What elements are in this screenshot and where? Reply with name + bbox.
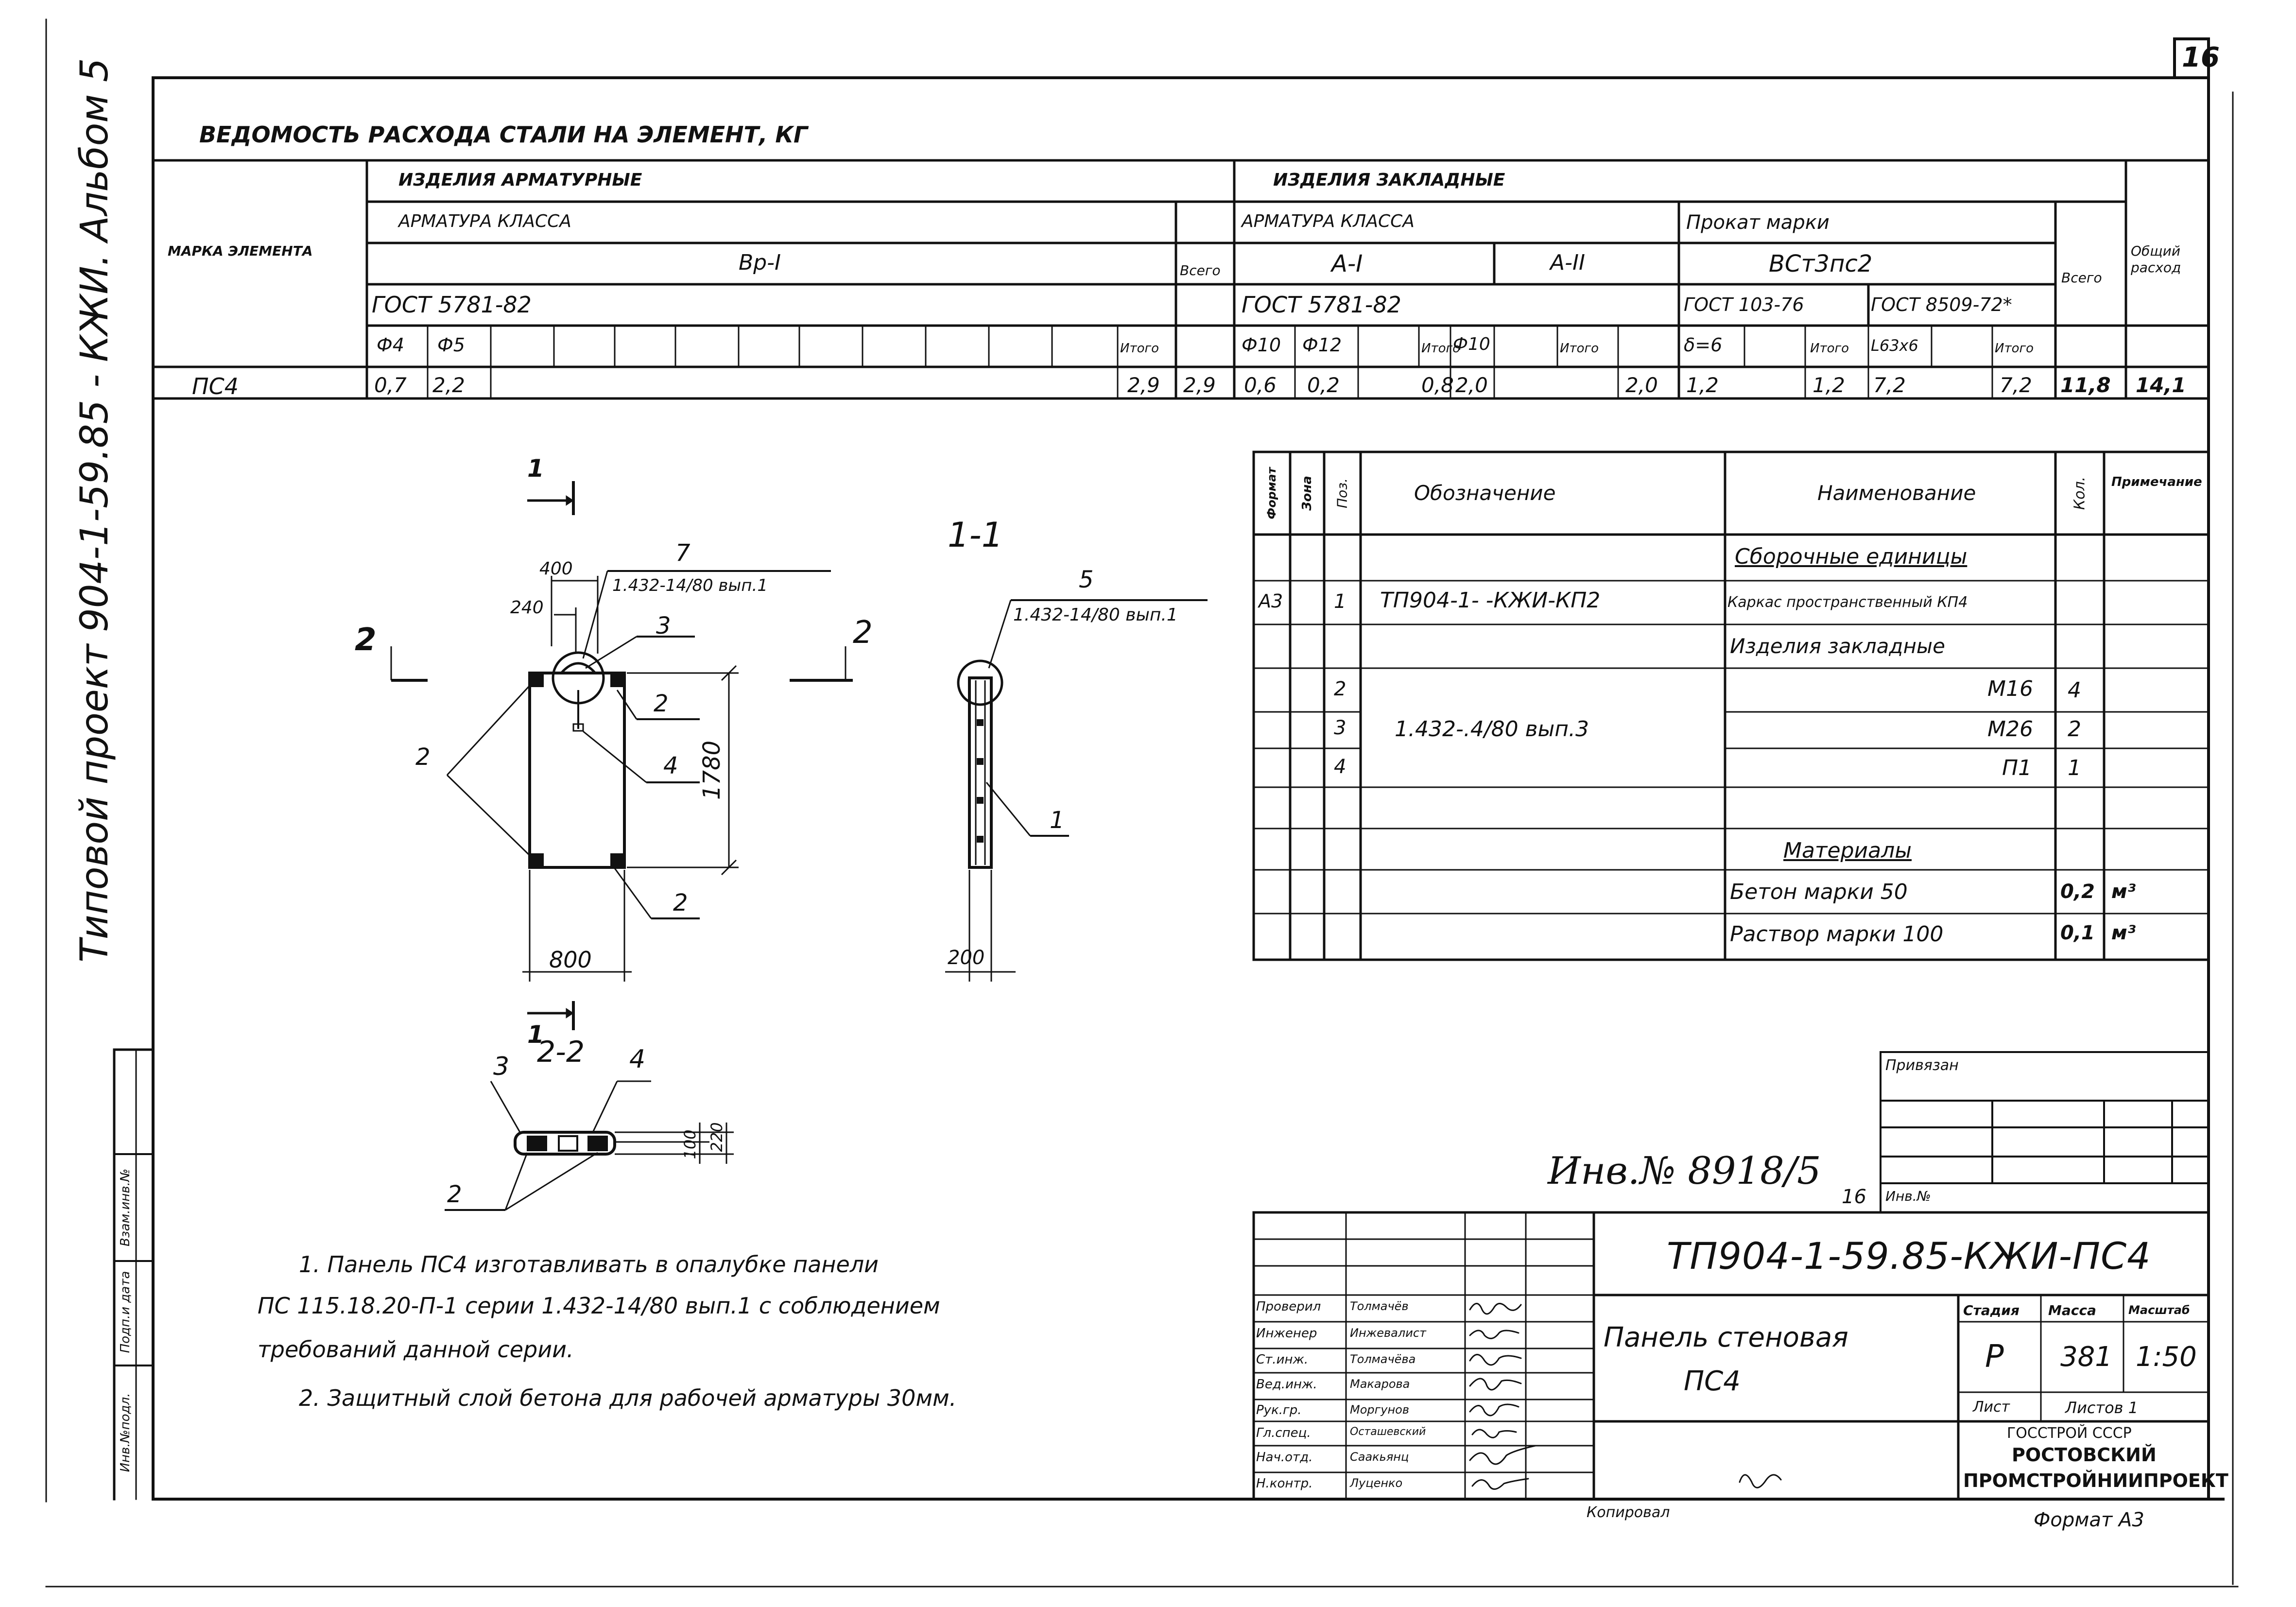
spec-r4-pos: 4 bbox=[1334, 756, 1347, 778]
name-3: Толмачёва bbox=[1350, 1352, 1416, 1366]
sheets-header: Листов 1 bbox=[2065, 1399, 2139, 1417]
steel-row-mark: ПС4 bbox=[192, 373, 239, 399]
spec-r2-qty: 4 bbox=[2068, 678, 2081, 703]
steel-gost-5781-b: ГОСТ 5781-82 bbox=[1242, 292, 1401, 318]
side-title: Типовой проект 904-1-59.85 - КЖИ. Альбом 5 bbox=[73, 58, 117, 963]
steel-row-l63: 7,2 bbox=[1873, 373, 1906, 397]
spec-r3-des: 1.432-.4/80 вып.3 bbox=[1395, 717, 1589, 742]
spec-m1-qty: 0,2 bbox=[2060, 881, 2095, 903]
spec-m1-name: Бетон марки 50 bbox=[1730, 880, 1908, 904]
note-line-2: ПС 115.18.20-П-1 серии 1.432-14/80 вып.1 с соблюдением bbox=[258, 1293, 940, 1319]
steel-row-s6: 1,2 bbox=[1686, 373, 1719, 397]
side-label-vzam-inv: Взам.инв.№ bbox=[118, 1169, 133, 1246]
pos-5-label: 5 bbox=[1079, 566, 1094, 593]
name-8: Луценко bbox=[1350, 1476, 1403, 1490]
name-4: Макарова bbox=[1350, 1377, 1410, 1391]
role-gl-spec: Гл.спец. bbox=[1256, 1426, 1311, 1440]
spec-head-name: Наименование bbox=[1817, 481, 1976, 505]
steel-gost-8509: ГОСТ 8509-72* bbox=[1871, 294, 2012, 315]
dim-800: 800 bbox=[549, 947, 592, 973]
spec-r1-name: Каркас пространственный КП4 bbox=[1727, 594, 1968, 611]
name-6: Осташевский bbox=[1350, 1426, 1426, 1438]
steel-row-d12: 0,2 bbox=[1307, 373, 1340, 397]
ref-series-section: 1.432-14/80 вып.1 bbox=[1013, 605, 1178, 625]
steel-head-s6: δ=6 bbox=[1684, 334, 1723, 356]
spec-r4-qty: 1 bbox=[2068, 756, 2081, 780]
steel-row-sub2: 0,8 bbox=[1421, 373, 1454, 397]
pos-2-label-plan-b: 2 bbox=[415, 743, 431, 771]
steel-row-d4: 0,7 bbox=[374, 373, 407, 397]
steel-reinf-class: АРМАТУРА КЛАССА bbox=[398, 211, 571, 231]
spec-head-format: Формат bbox=[1265, 467, 1278, 519]
steel-a2: А-II bbox=[1550, 250, 1585, 275]
doc-title-line-2: ПС4 bbox=[1684, 1365, 1741, 1397]
steel-head-subtotal-1: Итого bbox=[1120, 341, 1159, 356]
side-label-podp-data: Подп.и дата bbox=[118, 1271, 133, 1353]
cut-label-2-right: 2 bbox=[853, 615, 873, 651]
spec-m1-unit: м³ bbox=[2111, 881, 2136, 903]
inv-handwritten-small: 16 bbox=[1842, 1186, 1866, 1208]
mass-value: 381 bbox=[2060, 1341, 2112, 1373]
spec-m2-qty: 0,1 bbox=[2060, 922, 2095, 944]
format-label: Формат А3 bbox=[2034, 1509, 2144, 1531]
pos-4-label-plan: 4 bbox=[663, 752, 678, 779]
cut-label-1-bottom: 1 bbox=[527, 1020, 544, 1049]
steel-row-d10: 0,6 bbox=[1244, 373, 1277, 397]
spec-r3-pos: 3 bbox=[1334, 717, 1347, 739]
section-label-2-2: 2-2 bbox=[537, 1035, 585, 1069]
spec-m2-unit: м³ bbox=[2111, 922, 2136, 944]
page-number: 16 bbox=[2182, 42, 2220, 73]
role-proveril: Проверил bbox=[1256, 1299, 1321, 1314]
role-inzhener: Инженер bbox=[1256, 1326, 1317, 1341]
note-line-1: 1. Панель ПС4 изготавливать в опалубке панели bbox=[299, 1251, 879, 1278]
spec-sec-embed: Изделия закладные bbox=[1730, 634, 1945, 658]
steel-head-subtotal-2: Итого bbox=[1421, 341, 1461, 356]
spec-head-designation: Обозначение bbox=[1414, 481, 1556, 505]
inv-label: Инв.№ bbox=[1885, 1188, 1931, 1204]
steel-a1: А-I bbox=[1331, 250, 1363, 277]
name-7: Саакьянц bbox=[1350, 1450, 1409, 1464]
spec-head-note: Примечание bbox=[2111, 475, 2202, 489]
steel-group-embed: ИЗДЕЛИЯ ЗАКЛАДНЫЕ bbox=[1273, 170, 1505, 190]
stage-header: Стадия bbox=[1963, 1302, 2020, 1318]
pos-1-label-section: 1 bbox=[1050, 807, 1065, 834]
note-line-3: требований данной серии. bbox=[258, 1336, 574, 1363]
steel-head-d12: Ф12 bbox=[1302, 334, 1342, 356]
steel-head-subtotal-3: Итого bbox=[1560, 341, 1599, 356]
copied-label: Копировал bbox=[1587, 1504, 1670, 1521]
steel-group-reinf: ИЗДЕЛИЯ АРМАТУРНЫЕ bbox=[398, 170, 642, 190]
dim-240: 240 bbox=[510, 598, 544, 618]
doc-code: ТП904-1-59.85-КЖИ-ПС4 bbox=[1667, 1234, 2151, 1278]
spec-head-pos: Поз. bbox=[1334, 478, 1350, 508]
steel-row-tot1: 2,9 bbox=[1183, 373, 1216, 397]
steel-embed-class: АРМАТУРА КЛАССА bbox=[1242, 211, 1415, 231]
pos-4-label-section22: 4 bbox=[629, 1045, 646, 1074]
name-1: Толмачёв bbox=[1350, 1299, 1409, 1313]
org-line-1: ГОССТРОЙ СССР bbox=[2007, 1425, 2132, 1442]
steel-row-sub4: 1,2 bbox=[1813, 373, 1845, 397]
stage-value: Р bbox=[1985, 1339, 2004, 1375]
steel-head-d5: Ф5 bbox=[437, 334, 465, 356]
name-2: Инжевалист bbox=[1350, 1326, 1426, 1340]
cut-label-2-left: 2 bbox=[355, 622, 377, 658]
spec-head-qty: Кол. bbox=[2071, 476, 2089, 510]
dim-220: 220 bbox=[708, 1122, 726, 1152]
steel-head-l63: L63x6 bbox=[1871, 336, 1918, 355]
sheet-header: Лист bbox=[1973, 1399, 2010, 1416]
spec-r2-name: М16 bbox=[1987, 676, 2033, 701]
pos-3-label-section22: 3 bbox=[493, 1052, 510, 1081]
spec-r3-qty: 2 bbox=[2068, 717, 2081, 742]
spec-r1-des: ТП904-1- -КЖИ-КП2 bbox=[1380, 588, 1601, 613]
org-line-2: РОСТОВСКИЙ bbox=[2012, 1444, 2157, 1466]
steel-gost-103: ГОСТ 103-76 bbox=[1684, 294, 1804, 315]
dim-400: 400 bbox=[539, 559, 573, 579]
side-label-inv-podl: Инв.№подл. bbox=[118, 1393, 133, 1472]
pos-3-label-plan: 3 bbox=[656, 612, 671, 639]
steel-head-d10b: Ф10 bbox=[1453, 334, 1490, 354]
spec-r1-format: А3 bbox=[1259, 590, 1283, 612]
dim-1780: 1780 bbox=[698, 740, 725, 800]
role-nach-otd: Нач.отд. bbox=[1256, 1450, 1313, 1465]
steel-head-d4: Ф4 bbox=[377, 334, 404, 356]
steel-row-tot2: 11,8 bbox=[2060, 373, 2111, 397]
pos-2-label-section22: 2 bbox=[447, 1181, 462, 1208]
cut-label-1-top: 1 bbox=[527, 454, 544, 483]
inv-handwritten: Инв.№ 8918/5 bbox=[1548, 1149, 1821, 1193]
name-5: Моргунов bbox=[1350, 1403, 1409, 1417]
pos-2-label-plan-c: 2 bbox=[673, 889, 688, 916]
note-line-4: 2. Защитный слой бетона для рабочей арматуры 30мм. bbox=[299, 1385, 957, 1411]
steel-overall: Общий расход bbox=[2131, 243, 2181, 276]
spec-sec-assembly: Сборочные единицы bbox=[1735, 544, 1968, 569]
spec-r4-name: П1 bbox=[2002, 756, 2032, 780]
section-label-1-1: 1-1 bbox=[948, 515, 1003, 555]
spec-r3-name: М26 bbox=[1987, 717, 2033, 742]
org-line-3: ПРОМСТРОЙНИИПРОЕКТ bbox=[1963, 1470, 2228, 1491]
spec-sec-materials: Материалы bbox=[1783, 838, 1912, 863]
scale-value: 1:50 bbox=[2136, 1341, 2197, 1373]
privyazan-label: Привязан bbox=[1885, 1057, 1959, 1074]
steel-reinf-bp: Вр-I bbox=[739, 250, 781, 275]
steel-head-subtotal-5: Итого bbox=[1995, 341, 2034, 356]
scale-header: Масштаб bbox=[2128, 1303, 2190, 1317]
spec-head-zone: Зона bbox=[1300, 476, 1314, 511]
role-n-kontr: Н.контр. bbox=[1256, 1476, 1313, 1491]
dim-200: 200 bbox=[948, 947, 985, 969]
role-st-inzh: Ст.инж. bbox=[1256, 1352, 1309, 1367]
steel-gost-5781-a: ГОСТ 5781-82 bbox=[372, 292, 532, 318]
spec-r1-pos: 1 bbox=[1334, 590, 1347, 613]
steel-row-d5: 2,2 bbox=[432, 373, 465, 397]
steel-rolled: Прокат марки bbox=[1686, 211, 1830, 234]
steel-col-mark: МАРКА ЭЛЕМЕНТА bbox=[168, 243, 313, 259]
spec-m2-name: Раствор марки 100 bbox=[1730, 922, 1944, 947]
ref-series-plan: 1.432-14/80 вып.1 bbox=[612, 576, 768, 595]
spec-r2-pos: 2 bbox=[1334, 678, 1347, 700]
steel-total-2: Всего bbox=[2061, 270, 2102, 286]
steel-row-sub5: 7,2 bbox=[2000, 373, 2032, 397]
role-ruk-gr: Рук.гр. bbox=[1256, 1403, 1302, 1417]
steel-rolled-grade: ВСт3пс2 bbox=[1769, 250, 1873, 277]
steel-row-d10b: 2,0 bbox=[1455, 373, 1488, 397]
steel-head-d10: Ф10 bbox=[1242, 334, 1281, 356]
steel-head-subtotal-4: Итого bbox=[1810, 341, 1849, 356]
steel-row-overall: 14,1 bbox=[2136, 373, 2186, 397]
steel-row-sub3: 2,0 bbox=[1625, 373, 1658, 397]
steel-total-1: Всего bbox=[1180, 262, 1221, 278]
mass-header: Масса bbox=[2048, 1302, 2096, 1318]
dim-100: 100 bbox=[681, 1129, 699, 1159]
doc-title-line-1: Панель стеновая bbox=[1604, 1322, 1848, 1353]
steel-row-sub1: 2,9 bbox=[1127, 373, 1160, 397]
pos-2-label-plan-a: 2 bbox=[654, 690, 669, 717]
pos-7-label: 7 bbox=[675, 539, 691, 567]
role-ved-inzh: Вед.инж. bbox=[1256, 1377, 1317, 1392]
steel-table-title: ВЕДОМОСТЬ РАСХОДА СТАЛИ НА ЭЛЕМЕНТ, КГ bbox=[199, 121, 808, 148]
